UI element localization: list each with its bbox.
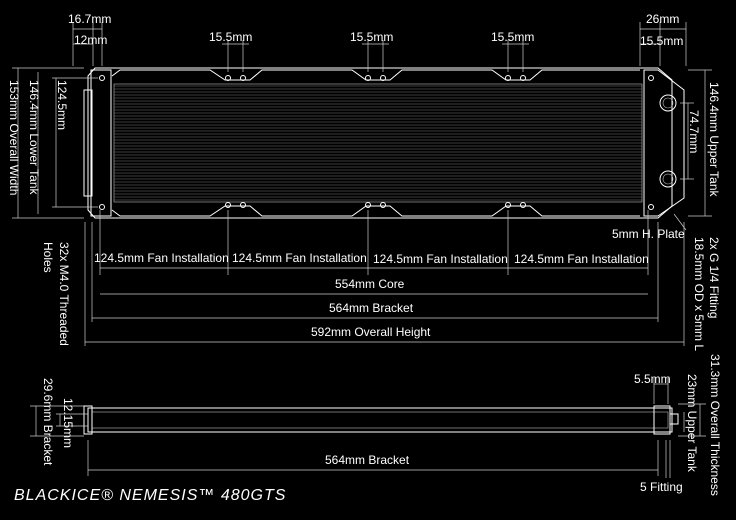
bracket-dim: 564mm Bracket <box>329 301 414 315</box>
holes-label-1: 32x M4.0 Threaded <box>57 242 71 346</box>
top-dim-lines <box>12 22 712 346</box>
fitting-port-bottom <box>660 171 676 187</box>
fittings-label-1: 2x G 1/4 Fitting <box>707 237 721 319</box>
side-right-tank <box>654 406 670 434</box>
fan-installation-4: 124.5mm Fan Installation <box>514 252 649 266</box>
hole <box>100 76 105 81</box>
dim-upper-tank-23: 23mm Upper Tank <box>685 374 699 472</box>
holes-label-2: Holes <box>41 242 55 273</box>
fitting-port-top <box>660 95 676 111</box>
dim-lower-tank: 146.4mm Lower Tank <box>27 80 41 195</box>
hole <box>226 203 231 208</box>
side-view <box>30 354 722 496</box>
dim-16-7: 16.7mm <box>68 12 112 26</box>
hole <box>381 203 386 208</box>
fan-installation-2: 124.5mm Fan Installation <box>232 251 367 265</box>
dim-overall-width: 153mm Overall Width <box>7 80 21 196</box>
dim-26: 26mm <box>646 12 680 26</box>
dim-bracket-29-6: 29.6mm Bracket <box>41 378 55 466</box>
right-tank <box>644 70 684 216</box>
core-fins <box>114 86 642 200</box>
left-bracket <box>91 70 111 216</box>
hole <box>241 203 246 208</box>
dim-12-15: 12.15mm <box>61 398 75 449</box>
dim-h-plate: 5mm H. Plate <box>612 227 685 241</box>
top-fan-plate <box>112 70 640 80</box>
side-fitting <box>670 414 678 424</box>
hole <box>506 203 511 208</box>
side-body <box>88 408 672 432</box>
dim-overall-thickness: 31.3mm Overall Thickness <box>708 354 722 496</box>
brand-logo-text: BLACKICE® NEMESIS™ 480GTS <box>14 487 287 504</box>
dim-5-5: 5.5mm <box>634 372 671 386</box>
fittings-label-2: 18.5mm OD x 5mm L <box>692 237 706 352</box>
dim-spacing-a: 15.5mm <box>209 30 253 44</box>
hole <box>649 205 654 210</box>
dim-74-7: 74.7mm <box>687 110 701 154</box>
dim-end-15-5: 15.5mm <box>640 34 684 48</box>
dim-12: 12mm <box>74 33 108 47</box>
hole <box>100 205 105 210</box>
side-bracket-dim: 564mm Bracket <box>325 453 410 467</box>
dim-124-5: 124.5mm <box>55 80 69 131</box>
side-core <box>92 412 668 428</box>
overall-height-dim: 592mm Overall Height <box>311 325 431 339</box>
fan-installation-1: 124.5mm Fan Installation <box>94 251 229 265</box>
hole <box>521 203 526 208</box>
hole <box>366 203 371 208</box>
dim-fitting-5: 5 Fitting <box>640 480 683 494</box>
dim-spacing-b: 15.5mm <box>350 30 394 44</box>
fan-installation-3: 124.5mm Fan Installation <box>373 252 508 266</box>
dim-spacing-c: 15.5mm <box>491 30 535 44</box>
top-view <box>7 12 721 351</box>
core-dim: 554mm Core <box>335 277 405 291</box>
dim-upper-tank: 146.4mm Upper Tank <box>707 82 721 197</box>
bottom-fan-plate <box>112 206 640 216</box>
mounting-holes <box>100 76 654 210</box>
hole <box>649 76 654 81</box>
